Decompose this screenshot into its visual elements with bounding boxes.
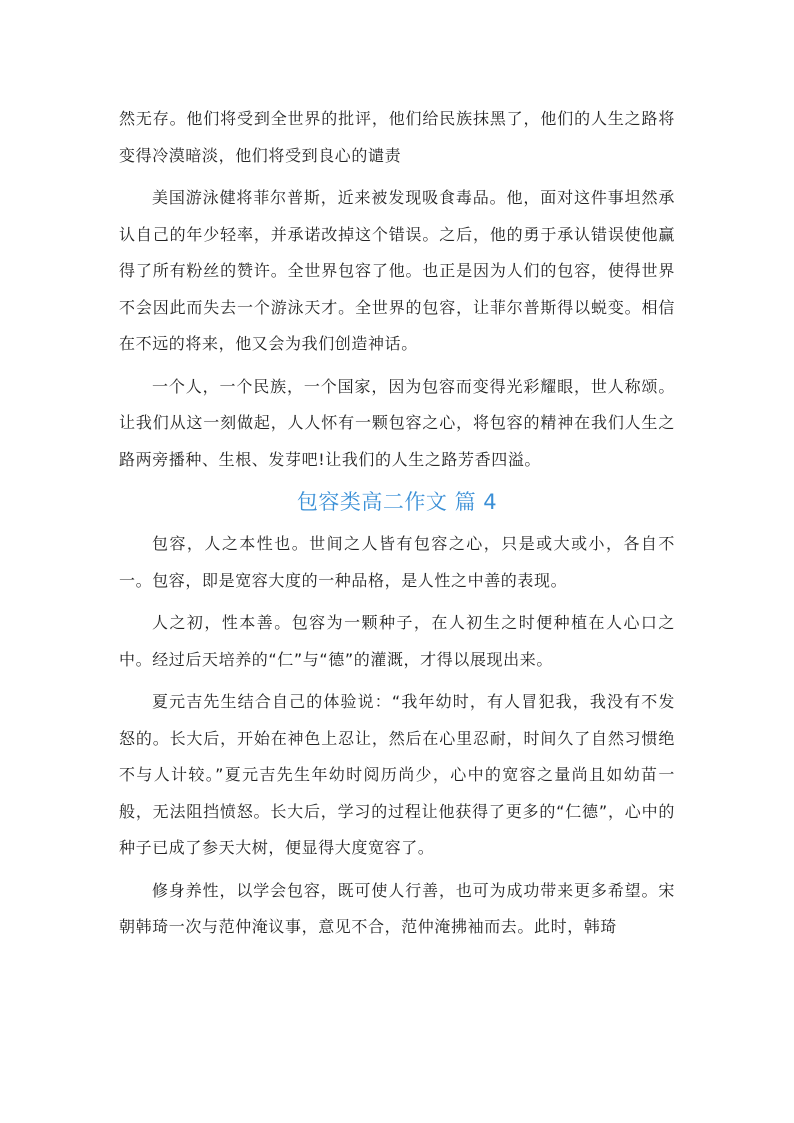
document-body bbox=[119, 101, 675, 952]
paragraph-human-nature: 人之初，性本善。包容为一颗种子，在人初生之时便种植在人心口之中。经过后天培养的“仁”与“德”的灌溉，才得以展现出来。 bbox=[119, 613, 675, 669]
paragraph-xia-yuanji: 夏元吉先生结合自己的体验说：“我年幼时，有人冒犯我，我没有不发怒的。长大后，开始在神色上忍让，然后在心里忍耐，时间久了自然习惯绝不与人计较。”夏元吉先生年幼时阅历尚少，心中的宽容之量尚且如幼苗一般，无法阻挡愤怒。长大后，学习的过程让他获得了更多的“仁德”，心中的种子已成了参天大树，便显得大度宽容了。 bbox=[119, 692, 675, 857]
paragraph-conclusion: 一个人，一个民族，一个国家，因为包容而变得光彩耀眼，世人称颂。让我们从这一刻做起，人人怀有一颗包容之心，将包容的精神在我们人生之路两旁播种、生根、发芽吧!让我们的人生之路芳香四溢。 bbox=[119, 376, 675, 469]
paragraph-continuation: 然无存。他们将受到全世界的批评，他们给民族抹黑了，他们的人生之路将变得冷漠暗淡，他们将受到良心的谴责 bbox=[119, 109, 675, 165]
paragraph-han-qi: 修身养性，以学会包容，既可使人行善，也可为成功带来更多希望。宋朝韩琦一次与范仲淹议事，意见不合，范仲淹拂袖而去。此时，韩琦 bbox=[119, 880, 675, 936]
paragraph-phelps: 美国游泳健将菲尔普斯，近来被发现吸食毒品。他，面对这件事坦然承认自己的年少轻率，并承诺改掉这个错误。之后，他的勇于承认错误使他赢得了所有粉丝的赞许。全世界包容了他。也正是因为人们的包容，使得世界不会因此而失去一个游泳天才。全世界的包容，让菲尔普斯得以蜕变。相信在不远的将来，他又会为我们创造神话。 bbox=[119, 188, 675, 353]
paragraph-intro: 包容，人之本性也。世间之人皆有包容之心，只是或大或小，各自不一。包容，即是宽容大度的一种品格，是人性之中善的表现。 bbox=[119, 534, 675, 590]
section-heading: 包容类高二作文 篇 4 bbox=[296, 490, 498, 514]
